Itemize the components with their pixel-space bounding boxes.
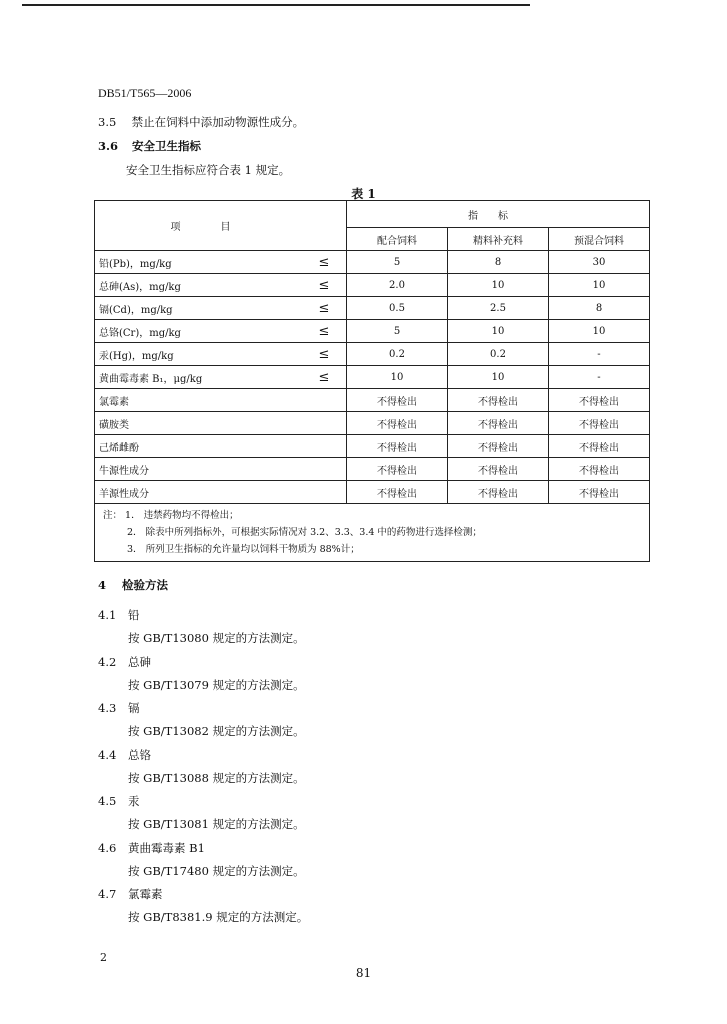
index-group-header: 指标 xyxy=(347,201,650,228)
less-equal-sign xyxy=(302,458,347,481)
table-row xyxy=(95,366,650,389)
table-row xyxy=(95,481,650,504)
table-row xyxy=(95,435,650,458)
column-header: 配合饲料 xyxy=(347,228,448,251)
index-value: 不得检出 xyxy=(549,389,650,412)
item-name: 磺胺类 xyxy=(95,412,303,435)
index-value: 不得检出 xyxy=(448,481,549,504)
method-title: 总砷 xyxy=(128,654,151,669)
index-value: - xyxy=(549,366,650,389)
method-title: 氯霉素 xyxy=(128,887,163,901)
item-name: 汞(Hg)，mg/kg xyxy=(95,343,303,366)
page-side-number: 2 xyxy=(100,951,107,964)
method-text: 按 GB/T13088 规定的方法测定。 xyxy=(128,770,305,785)
table-notes xyxy=(95,504,650,562)
index-value: 不得检出 xyxy=(347,435,448,458)
method-text: 按 GB/T13082 规定的方法测定。 xyxy=(128,724,305,738)
index-value: 10 xyxy=(448,366,549,389)
less-equal-sign: ≤ xyxy=(302,343,347,366)
page-number: 81 xyxy=(355,966,372,980)
index-value: 0.2 xyxy=(448,343,549,366)
index-value: 不得检出 xyxy=(347,412,448,435)
table-row xyxy=(95,412,650,435)
item-name: 牛源性成分 xyxy=(95,458,303,481)
index-value: 不得检出 xyxy=(448,389,549,412)
method-number: 4.1 xyxy=(98,608,117,622)
item-name: 氯霉素 xyxy=(95,389,303,412)
method-title: 镉 xyxy=(128,701,140,715)
index-value: 30 xyxy=(549,251,650,274)
document-code: DB51/T565—2006 xyxy=(98,86,192,100)
method-text: 按 GB/T13081 规定的方法测定。 xyxy=(128,817,305,831)
item-name: 铅(Pb)，mg/kg xyxy=(95,251,303,274)
section-3-6 xyxy=(98,138,201,154)
method-number: 4.4 xyxy=(98,747,117,762)
method-heading xyxy=(98,886,163,902)
index-value: 0.5 xyxy=(347,297,448,320)
index-value: 5 xyxy=(347,251,448,274)
item-header: 项目 xyxy=(95,201,347,251)
less-equal-sign xyxy=(302,389,347,412)
column-header: 预混合饲料 xyxy=(549,228,650,251)
item-name: 黄曲霉毒素 B₁，μg/kg xyxy=(95,366,303,389)
method-number: 4.2 xyxy=(98,654,117,669)
section-title: 安全卫生指标 xyxy=(132,139,202,153)
method-heading xyxy=(98,840,205,856)
index-value: 不得检出 xyxy=(549,458,650,481)
index-value: 5 xyxy=(347,320,448,343)
method-text: 按 GB/T13079 规定的方法测定。 xyxy=(128,677,305,692)
intro-text: 安全卫生指标应符合表 1 规定。 xyxy=(126,163,291,177)
item-name: 羊源性成分 xyxy=(95,481,303,504)
method-text: 按 GB/T17480 规定的方法测定。 xyxy=(128,863,305,878)
index-value: 不得检出 xyxy=(448,458,549,481)
table-row xyxy=(95,320,650,343)
less-equal-sign: ≤ xyxy=(302,297,347,320)
section-number: 4 xyxy=(98,578,107,592)
method-heading xyxy=(98,747,151,763)
note-line: 2． 除表中所列指标外，可根据实际情况对 3.2、3.3、3.4 中的药物进行选择检测； xyxy=(127,527,482,538)
method-title: 汞 xyxy=(128,794,140,808)
method-heading xyxy=(98,654,151,670)
method-text: 按 GB/T8381.9 规定的方法测定。 xyxy=(128,910,309,924)
table-row xyxy=(95,274,650,297)
item-name: 总铬(Cr)，mg/kg xyxy=(95,320,303,343)
index-value: 2.0 xyxy=(347,274,448,297)
less-equal-sign xyxy=(302,435,347,458)
item-name: 己烯雌酚 xyxy=(95,435,303,458)
table-row xyxy=(95,251,650,274)
table-row xyxy=(95,297,650,320)
index-value: 10 xyxy=(549,274,650,297)
section-number: 3.6 xyxy=(98,139,119,153)
method-title: 总铬 xyxy=(128,747,151,762)
safety-index-table xyxy=(94,200,650,562)
method-number: 4.5 xyxy=(98,794,117,808)
table-body xyxy=(95,251,650,504)
index-value: - xyxy=(549,343,650,366)
index-value: 不得检出 xyxy=(347,389,448,412)
index-value: 0.2 xyxy=(347,343,448,366)
section-3-5 xyxy=(98,114,304,130)
table-caption: 表 1 xyxy=(351,187,376,201)
note-line: 3． 所列卫生指标的允许量均以饲料干物质为 88%计； xyxy=(127,544,360,555)
index-value: 10 xyxy=(549,320,650,343)
less-equal-sign: ≤ xyxy=(302,366,347,389)
method-text: 按 GB/T13080 规定的方法测定。 xyxy=(128,631,305,645)
less-equal-sign: ≤ xyxy=(302,320,347,343)
item-name: 总砷(As)，mg/kg xyxy=(95,274,303,297)
less-equal-sign: ≤ xyxy=(302,251,347,274)
index-value: 10 xyxy=(448,320,549,343)
method-number: 4.7 xyxy=(98,887,117,901)
section-text: 禁止在饲料中添加动物源性成分。 xyxy=(131,115,305,129)
table-row xyxy=(95,343,650,366)
index-value: 8 xyxy=(549,297,650,320)
table-row xyxy=(95,389,650,412)
less-equal-sign xyxy=(302,481,347,504)
section-4-heading xyxy=(98,577,168,593)
method-number: 4.6 xyxy=(98,840,117,855)
method-heading xyxy=(98,793,140,809)
table-row xyxy=(95,458,650,481)
method-heading xyxy=(98,700,140,716)
section-title: 检验方法 xyxy=(122,578,169,592)
top-rule xyxy=(22,4,530,6)
index-value: 不得检出 xyxy=(549,481,650,504)
index-value: 不得检出 xyxy=(549,435,650,458)
index-value: 8 xyxy=(448,251,549,274)
index-value: 10 xyxy=(448,274,549,297)
index-value: 不得检出 xyxy=(549,412,650,435)
method-number: 4.3 xyxy=(98,701,117,715)
index-value: 10 xyxy=(347,366,448,389)
less-equal-sign: ≤ xyxy=(302,274,347,297)
section-number: 3.5 xyxy=(98,115,117,129)
method-title: 黄曲霉毒素 B1 xyxy=(128,840,205,855)
index-value: 不得检出 xyxy=(347,481,448,504)
column-header: 精料补充料 xyxy=(448,228,549,251)
index-value: 2.5 xyxy=(448,297,549,320)
method-title: 铅 xyxy=(128,608,140,622)
index-value: 不得检出 xyxy=(448,412,549,435)
method-heading xyxy=(98,607,140,623)
index-value: 不得检出 xyxy=(448,435,549,458)
item-name: 镉(Cd)，mg/kg xyxy=(95,297,303,320)
less-equal-sign xyxy=(302,412,347,435)
index-value: 不得检出 xyxy=(347,458,448,481)
note-line: 注： 1． 违禁药物均不得检出； xyxy=(103,510,239,521)
